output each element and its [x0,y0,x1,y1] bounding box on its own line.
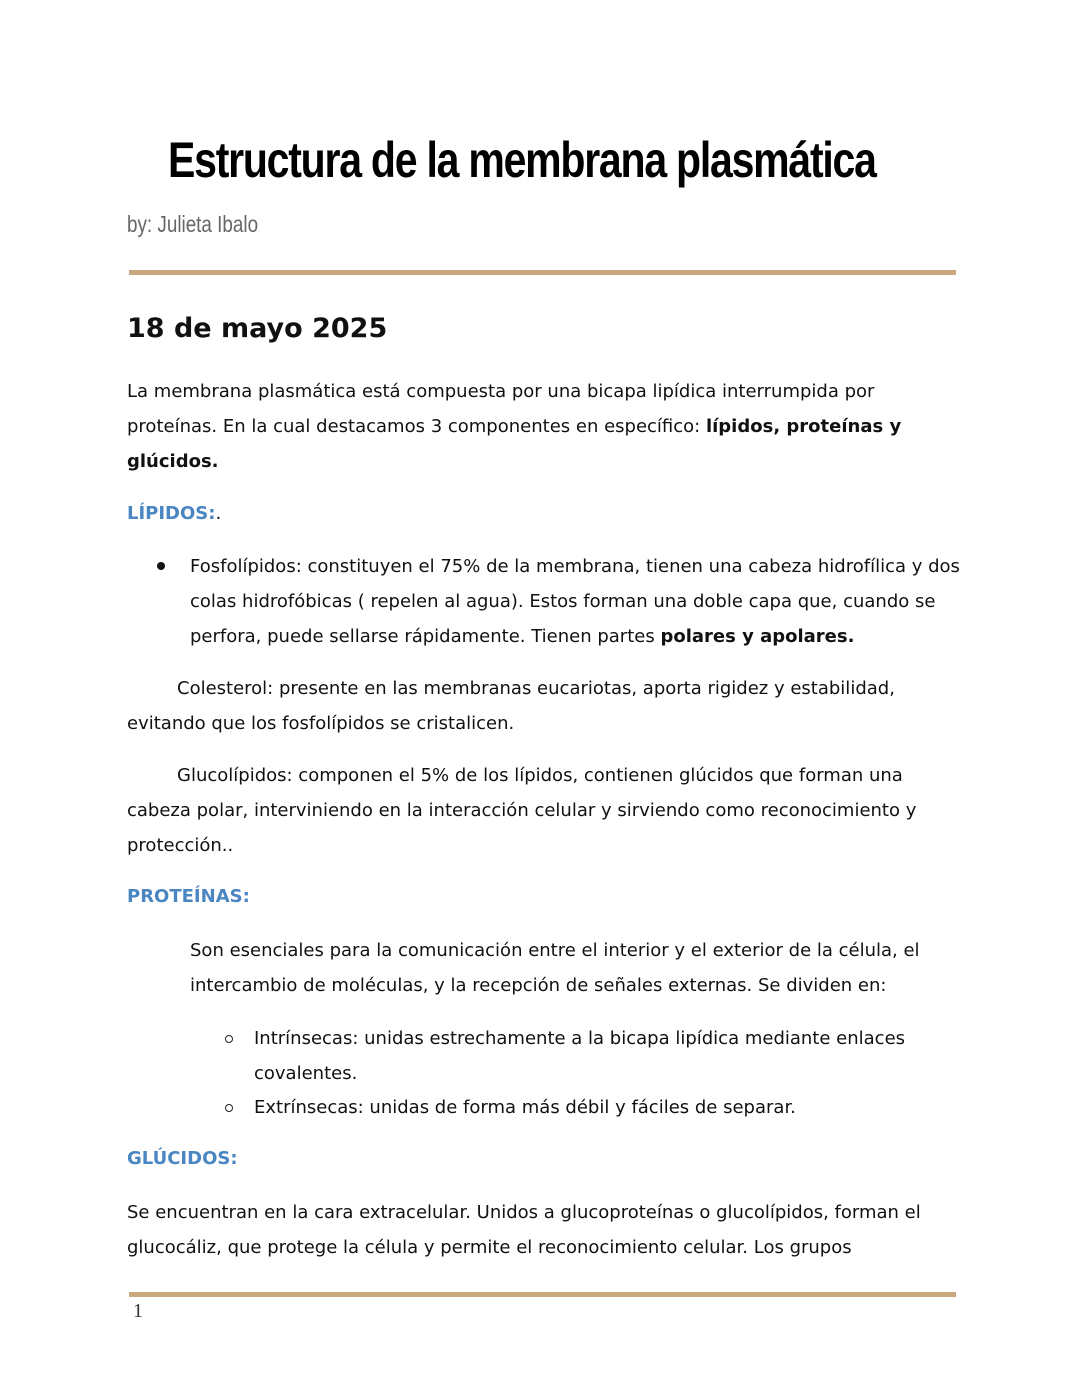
page-number: 1 [133,1300,143,1322]
circle-bullet-icon [225,1104,233,1112]
bottom-divider [129,1292,956,1297]
section-heading-glucidos: GLÚCIDOS: [127,1148,238,1169]
date-heading: 18 de mayo 2025 [127,313,388,344]
glucidos-paragraph: Se encuentran en la cara extracelular. Unidos a glucoproteínas o glucolípidos, forman el glucocáliz, que protege la célula y permite el reconocimiento celular. Los grupos [127,1202,921,1258]
section-heading-proteinas: PROTEÍNAS: [127,886,250,907]
top-divider [129,270,956,275]
section-heading-lipidos: LÍPIDOS:. [127,503,222,524]
bullet-icon [157,562,165,570]
intro-bold-terms: lípidos, proteínas y glúcidos. [127,416,902,472]
intro-paragraph: La membrana plasmática está compuesta por una bicapa lipídica interrumpida por proteínas. En la cual destacamos 3 componentes en específico: lípidos, proteínas y glúcidos. [127,381,902,472]
glucolipidos-paragraph: Glucolípidos: componen el 5% de los lípidos, contienen glúcidos que forman una cabeza polar, interviniendo en la interacción celular y sirviendo como reconocimiento y protección.. [127,765,917,856]
circle-bullet-icon [225,1035,233,1043]
byline: by: Julieta Ibalo [127,211,259,237]
proteinas-intro: Son esenciales para la comunicación entre el interior y el exterior de la célula, el intercambio de moléculas, y la recepción de señales externas. Se dividen en: [190,940,920,996]
fosfolipidos-text: Fosfolípidos: constituyen el 75% de la membrana, tienen una cabeza hidrofílica y dos colas hidrofóbicas ( repelen al agua). Estos forman una doble capa que, cuando se perfora, puede sellarse rápidamente. Tienen partes polares y apolares. [190,556,960,647]
intrinsecas-text: Intrínsecas: unidas estrechamente a la bicapa lipídica mediante enlaces covalentes. [254,1028,906,1084]
extrinsecas-text: Extrínsecas: unidas de forma más débil y fáciles de separar. [254,1097,796,1118]
colesterol-paragraph: Colesterol: presente en las membranas eucariotas, aporta rigidez y estabilidad, evitando que los fosfolípidos se cristalicen. [127,678,895,734]
document-title: Estructura de la membrana plasmática [168,132,876,188]
